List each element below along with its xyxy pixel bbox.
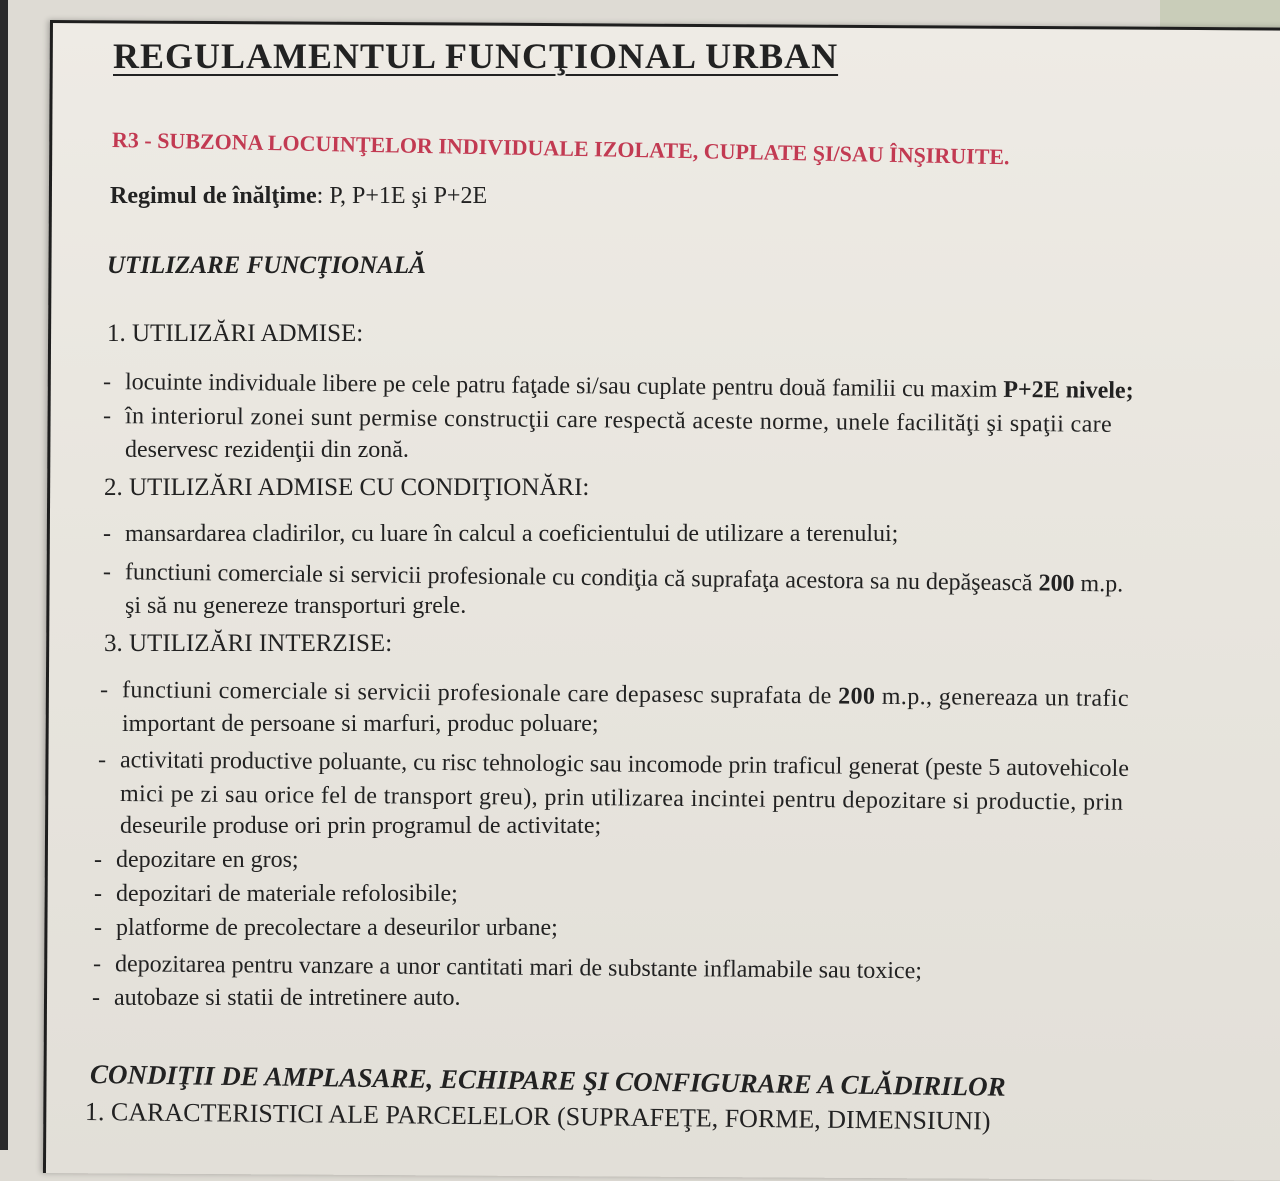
forbidden-item-6: depozitarea pentru vanzare a unor cantitati mari de substante inflamabile sau toxice; xyxy=(114,951,923,985)
bullet: - xyxy=(103,521,111,547)
list-item xyxy=(94,914,558,942)
conditional-item-2-bold: 200 xyxy=(1038,570,1075,597)
admitted-item-1-bold: P+2E nivele; xyxy=(1003,376,1134,404)
conditional-item-2-cont: şi să nu genereze transporturi grele. xyxy=(125,593,467,619)
list-item xyxy=(94,880,458,908)
conditional-item-2-unit: m.p. xyxy=(1074,570,1124,598)
list-item xyxy=(103,520,898,548)
section-functional-heading: UTILIZARE FUNCŢIONALĂ xyxy=(107,252,426,279)
bullet: - xyxy=(94,847,102,873)
list-item xyxy=(93,950,922,985)
conditional-heading: 2. UTILIZĂRI ADMISE CU CONDIŢIONĂRI: xyxy=(104,474,590,501)
bullet: - xyxy=(92,985,100,1011)
list-item xyxy=(92,984,461,1012)
forbidden-item-1-cont: important de persoane si marfuri, produc poluare; xyxy=(122,711,599,737)
list-item xyxy=(94,846,299,874)
forbidden-item-5: platforme de precolectare a deseurilor urbane; xyxy=(116,915,558,941)
forbidden-heading: 3. UTILIZĂRI INTERZISE: xyxy=(104,630,393,657)
zone-heading: R3 - SUBZONA LOCUINŢELOR INDIVIDUALE IZOLATE, CUPLATE ŞI/SAU ÎNŞIRUITE. xyxy=(111,127,1010,170)
admitted-heading: 1. UTILIZĂRI ADMISE: xyxy=(107,320,364,347)
forbidden-item-7: autobaze si statii de intretinere auto. xyxy=(114,985,461,1011)
bullet: - xyxy=(94,915,102,941)
list-item xyxy=(103,368,1134,405)
forbidden-item-3: depozitare en gros; xyxy=(116,847,299,873)
list-item xyxy=(100,676,1129,713)
height-regime-value: : P, P+1E şi P+2E xyxy=(316,183,488,209)
conditional-item-2: functiuni comerciale si servicii profesionale cu condiţia că suprafaţa acestora sa nu depăşească xyxy=(124,559,1039,597)
forbidden-item-1-bold: 200 xyxy=(838,683,876,710)
forbidden-item-1b: m.p., genereaza un trafic xyxy=(875,683,1130,712)
bullet: - xyxy=(94,881,102,907)
section-conditions-heading: CONDIŢII DE AMPLASARE, ECHIPARE ŞI CONFIGURARE A CLĂDIRILOR xyxy=(89,1059,1006,1102)
document-title: REGULAMENTUL FUNCŢIONAL URBAN xyxy=(113,36,839,76)
forbidden-item-2c: deseurile produse ori prin programul de activitate; xyxy=(120,813,602,839)
conditional-item-1: mansardarea cladirilor, cu luare în calcul a coeficientului de utilizare a terenului; xyxy=(125,521,899,547)
bullet: - xyxy=(92,951,102,978)
admitted-item-2: în interiorul zonei sunt permise construcţii care respectă aceste norme, unele facilităţi şi spaţii care xyxy=(124,403,1113,438)
admitted-item-1: locuinte individuale libere pe cele patru faţade si/sau cuplate pentru două familii cu maxim xyxy=(124,369,1004,403)
bullet: - xyxy=(102,403,112,430)
list-item xyxy=(103,402,1112,439)
list-item xyxy=(98,746,1129,783)
bullet: - xyxy=(102,369,112,396)
height-regime xyxy=(110,182,487,210)
forbidden-item-2b: mici pe zi sau orice fel de transport greu), prin utilizarea incintei pentru depozitare si productie, prin xyxy=(119,781,1124,816)
subsection-parcels-heading: 1. CARACTERISTICI ALE PARCELELOR (SUPRAFEŢE, FORME, DIMENSIUNI) xyxy=(84,1097,991,1136)
bullet: - xyxy=(99,677,109,704)
forbidden-item-4: depozitari de materiale refolosibile; xyxy=(116,881,458,907)
bullet: - xyxy=(102,559,112,586)
bullet: - xyxy=(97,747,107,774)
height-regime-label: Regimul de înălţime xyxy=(110,183,317,209)
forbidden-item-2a: activitati productive poluante, cu risc tehnologic sau incomode prin traficul generat (peste 5 autovehicole xyxy=(119,747,1130,782)
admitted-item-2-cont: deservesc rezidenţii din zonă. xyxy=(125,437,409,463)
forbidden-item-1a: functiuni comerciale si servicii profesionale care depasesc suprafata de xyxy=(121,677,839,710)
